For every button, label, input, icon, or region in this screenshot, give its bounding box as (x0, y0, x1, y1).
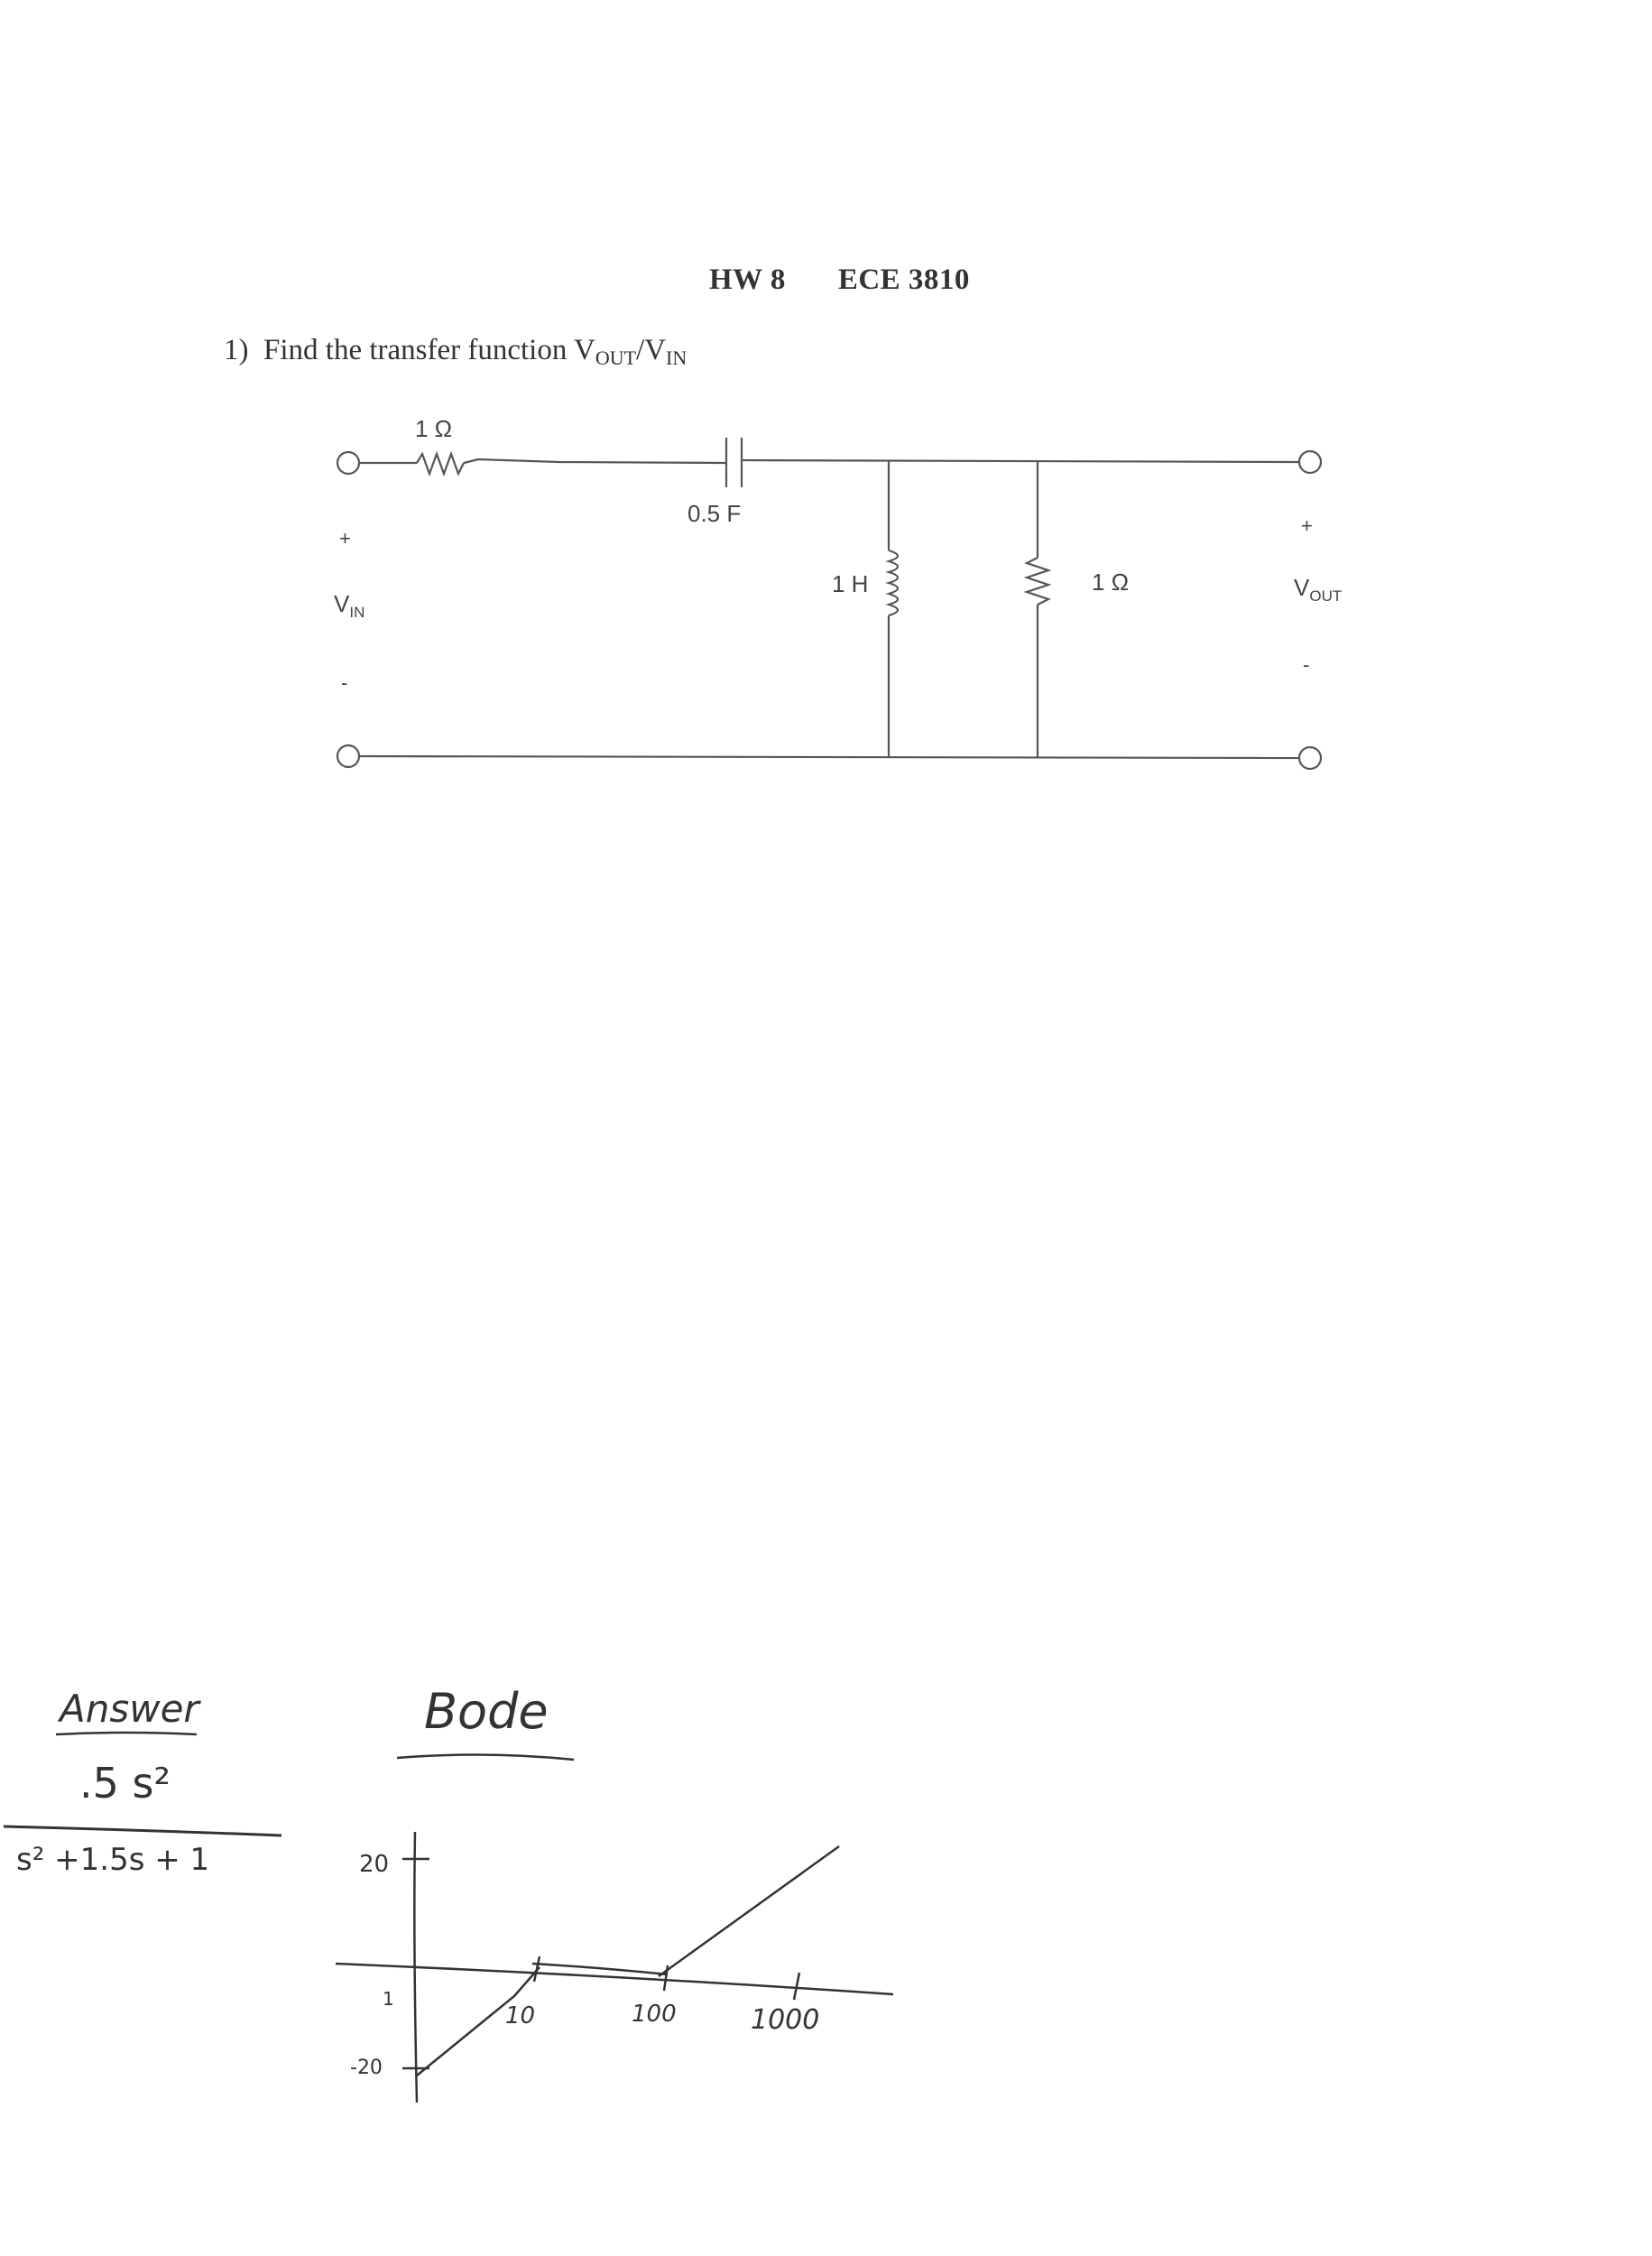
answer-numerator: .5 s² (79, 1759, 171, 1808)
bode-y-bottom-label: -20 (350, 2057, 383, 2079)
answer-label: Answer (60, 1687, 199, 1731)
inductor-label: 1 H (832, 570, 869, 597)
vin-bottom-terminal (337, 745, 359, 767)
bode-x-tick-1000: 1000 (751, 2004, 820, 2036)
bode-high-asymptote (659, 1846, 839, 1976)
bode-x-axis (336, 1964, 893, 1994)
series-resistor-label: 1 Ω (415, 415, 453, 442)
answer-denominator: s² +1.5s + 1 (16, 1842, 210, 1878)
bode-y-top-label: 20 (359, 1851, 390, 1878)
bode-title-underline (397, 1754, 574, 1760)
question-text: Find the transfer function V (263, 334, 595, 366)
vout-label: $V_{OUT}$ (1294, 574, 1343, 605)
bode-x-tick-10: 10 (505, 2002, 536, 2029)
vout-top-terminal (1299, 451, 1321, 473)
vout-plus: + (1301, 514, 1313, 537)
question-number: 1) (224, 334, 249, 366)
vout-bottom-terminal (1299, 747, 1321, 769)
series-resistor (417, 454, 464, 474)
fraction-bar (4, 1826, 281, 1835)
question-sub-out: OUT (595, 347, 637, 369)
bode-x-tick-100: 100 (632, 2001, 677, 2028)
vout-minus: - (1303, 653, 1310, 676)
capacitor-label: 0.5 F (688, 500, 742, 527)
vin-minus: - (341, 671, 348, 694)
course-code: ECE 3810 (837, 264, 970, 296)
bode-title: Bode (424, 1683, 549, 1740)
shunt-inductor (889, 550, 898, 615)
question-sub-in: IN (666, 347, 688, 369)
vin-plus: + (339, 527, 351, 550)
circuit-diagram (337, 438, 1321, 769)
vin-label: $V_{IN}$ (334, 590, 365, 621)
shunt-resistor-label: 1 Ω (1092, 569, 1130, 596)
question-slash: /V (636, 334, 667, 366)
shunt-resistor (1027, 558, 1048, 605)
homework-number: HW 8 (709, 264, 786, 296)
bode-sketch (336, 1832, 893, 2103)
bode-y-mid-label: 1 (383, 1988, 394, 2010)
vin-top-terminal (337, 452, 359, 474)
answer-underline (56, 1733, 197, 1734)
